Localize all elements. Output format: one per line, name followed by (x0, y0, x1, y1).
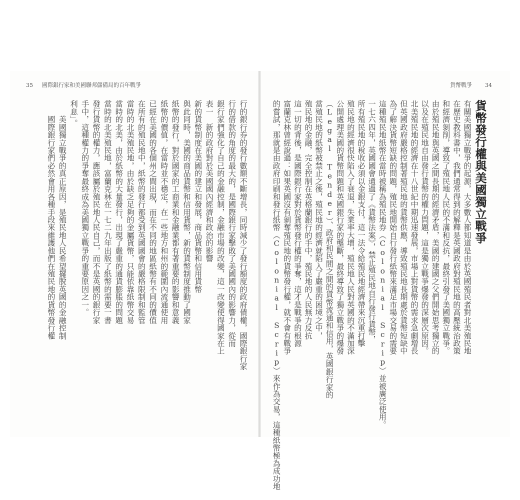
right-text-column: 為了解決貨幣短缺的問題，殖民地開始自行發行紙幣來滿足市場交易的需要 (388, 100, 398, 355)
left-text-column: 紙幣的價值，在當時並不穩定，在一些地方和州的範圍內流通使用 (159, 100, 169, 324)
left-text-column: 美國獨立戰爭的真正原因，是殖民地人民希望擺脫英國的金融控制 (58, 100, 68, 340)
left-text-column: 當時的北美殖民地，富蘭克林在一七二九年出版了紙幣的需要一書 (103, 100, 113, 324)
right-text-column: 北美殖民地的經濟在十八世紀中期迅速發展，市場上對貨幣的需求急劇增長 (410, 100, 419, 355)
left-text-column: 表一 新的政府對於美國國內經濟和政治的影響 (205, 100, 215, 263)
left-text-column: 國際銀行家們必然會用各種手段來維護他們在殖民地的貨幣發行權 (46, 100, 56, 340)
left-text-column: 利息」。 (69, 100, 79, 128)
right-running-head: 貨幣戰爭 (450, 83, 473, 89)
right-text-column: 一七六四年，英國國會通過了《貨幣法案》，禁止殖民地自行發行貨幣， (367, 100, 377, 344)
left-text-column: 行的借款的角度的最大的，是國際銀行家擊敗了美國國內的影響力，從而 (227, 100, 237, 348)
right-text-column: 由於殖民地與英國之間長期的經濟矛盾，美國的建國之父們開始思考獨立的 (431, 100, 441, 355)
right-text-column: 富蘭克林曾經說過：如果英國沒有剝奪殖民地的貨幣發行權，就不會有戰爭 (282, 100, 292, 355)
right-text-column: 以及在殖民地自由發行貨幣的權力問題，這是獨立戰爭爆發的深層次原因。 (420, 100, 430, 355)
left-text-column: 手中，這種權力的爭奪最終成為美國獨立戰爭的重要原因之一。 (80, 100, 90, 317)
left-page-number: 35 (26, 83, 33, 89)
right-text-column: 殖民地的經濟很快陷入了衰退，失業率大增，殖民地人民對英國的不滿加深 (346, 100, 356, 355)
left-text-column: 已經在美國的各個州之間出現，而在不同的地區紙幣有不同的價值 (148, 100, 158, 324)
right-text-column: （Legal Tender）、政府和民間之間的貨幣流通和信用，英國銀行家的 (325, 100, 335, 399)
left-text-column: 在所有的殖民地中，紙幣的發行都受到英國國會的嚴格限制和監管 (137, 100, 147, 324)
left-text-column: 當時的北美殖民地，由於缺乏足夠的金屬貨幣，只能依靠紙幣交易 (126, 100, 135, 324)
right-text-column: 所有殖民地的稅收必須以金銀支付，這一法令給殖民地經濟帶來沉重打擊 (357, 100, 366, 348)
left-text-column: 與此同時，美國的商品貨幣和信用貨幣，新的貨幣制度推動了國家 (182, 100, 192, 324)
left-text-column: 發行貨幣的權力，應該屬於殖民地人民自己，而不是英國的銀行家 (92, 100, 102, 324)
section-heading: 貨幣發行權與美國獨立戰爭 (474, 100, 488, 244)
right-text-column: 的嘗試，那就是由政府印刷和發行紙幣（Colonial Scrip）來作為交易，這種紙幣極為成功地 (272, 100, 282, 491)
book-gutter (258, 71, 261, 437)
left-text-column: 新的貨幣制度在美國的建立和發展，商品貨幣和信用貨幣 (193, 100, 203, 293)
left-text-column: 銀行家們強化了自己的金融控制，金融市場的改變，這一改變使得國家在上 (216, 100, 226, 355)
left-text-column: 紙幣的發行，對於國家的工商業和金融業都有著重要的影響和意義 (171, 100, 181, 324)
right-text-column: 公開處理美國的貨幣問題和英國銀行家的壟斷，最終導致了獨立戰爭的爆發 (335, 100, 345, 355)
right-page-number: 34 (485, 83, 492, 89)
left-text-column: 當時的北美，由於紙幣的大量發行，出現了嚴重的通貨膨脹的問題 (114, 100, 124, 324)
right-text-column: 有關美國獨立戰爭的起源，大多數人都知道是由於英國殖民者對北美殖民地 (463, 100, 472, 355)
left-text-column: 行的銀行券的發行數額不斷增長，同時減少了發行額度的政府債權，國際銀行家 (239, 100, 248, 371)
right-text-column: 但英國政府嚴格控制著殖民地的貨幣供應，導致殖民地長期處於貨幣短缺中 (399, 100, 409, 355)
right-text-column: 當殖民地的紙幣被禁止之後，殖民地的經濟就陷入了嚴重的困境之中， (314, 100, 324, 340)
right-text-column: 這一切的背後，是國際銀行家對於貨幣發行權的爭奪，這才是戰爭的根源 (293, 100, 303, 348)
left-running-head: 國際銀行家和美國聯邦儲備局的百年戰爭 (42, 83, 142, 89)
right-text-column: 這種殖民地紙幣在當時被稱為殖民地券（Colonial Scrip）並被廣泛使用。 (378, 100, 388, 429)
right-text-column: 和經濟剝削，導致了殖民地人民的不滿和反抗，最終引發了美國獨立戰爭。 (441, 100, 451, 355)
right-text-column: 在歷史教科書中，我們通常得到的解釋是英國政府對殖民地的高壓統治政策 (452, 100, 462, 355)
right-text-column: 殖民地的金融，完全控制在英格蘭銀行的手中，殖民地的人民無力反抗 (304, 100, 313, 340)
